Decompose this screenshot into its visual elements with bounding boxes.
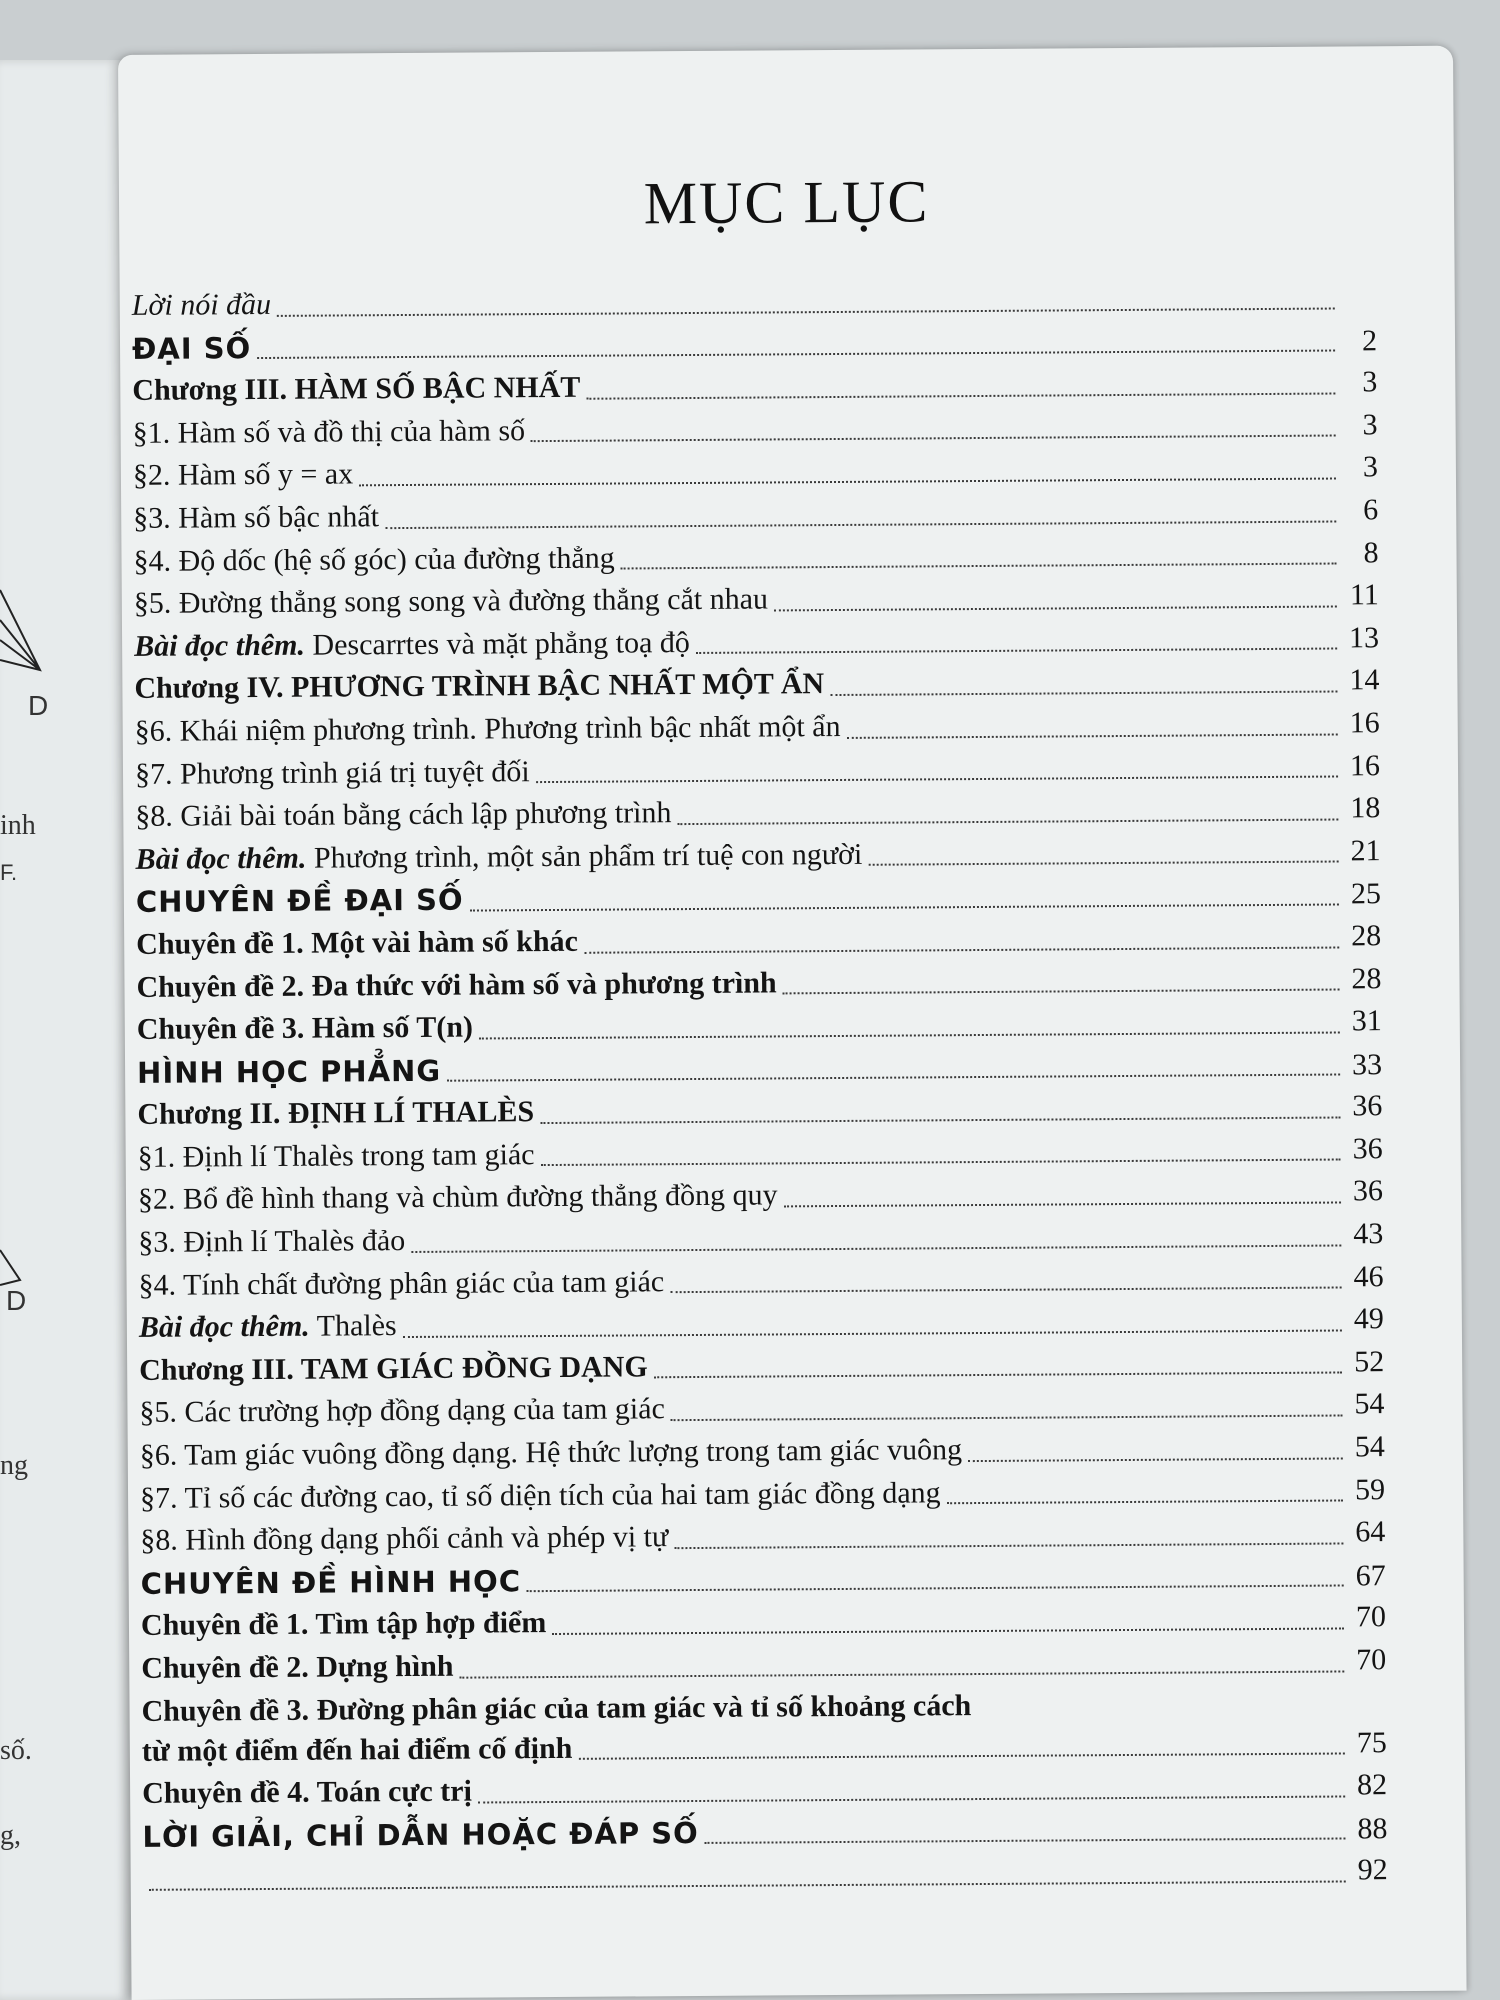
dot-leader: [527, 1585, 1344, 1593]
toc-entry-emphasis: Bài đọc thêm.: [138, 1309, 310, 1345]
toc-page-number: 8: [1363, 535, 1379, 569]
toc-page-number: 88: [1357, 1811, 1388, 1846]
dot-leader: [385, 520, 1336, 529]
left-triangle-figure-top: [0, 580, 60, 700]
toc-entry-emphasis: Bài đọc thêm.: [134, 628, 306, 663]
toc-page-number: 36: [1352, 1089, 1383, 1123]
toc-page-number: 52: [1354, 1345, 1385, 1379]
toc-page-number: 11: [1349, 578, 1379, 612]
toc-entry-label: ĐẠI SỐ: [131, 330, 252, 366]
dot-leader: [654, 1372, 1342, 1379]
toc-entry-label: Bài đọc thêm. Descarrtes và mặt phẳng toạ độ: [134, 625, 690, 663]
dot-leader: [584, 946, 1339, 953]
toc-page-number: 3: [1362, 365, 1378, 399]
toc-entry-emphasis: Bài đọc thêm.: [135, 841, 307, 876]
dot-leader: [705, 1838, 1346, 1844]
toc-entry-label: §8. Giải bài toán bằng cách lập phương trình: [135, 796, 672, 834]
dot-leader: [784, 1202, 1341, 1208]
toc-page-number: 36: [1352, 1132, 1383, 1166]
table-of-contents: [132, 276, 1388, 1901]
toc-entry-label: Chương III. HÀM SỐ BẬC NHẤT: [132, 370, 581, 408]
toc-page-number: 36: [1352, 1174, 1384, 1208]
toc-page-number: 33: [1351, 1047, 1383, 1082]
toc-page-number: 54: [1354, 1387, 1385, 1421]
toc-entry-label: §3. Định lí Thalès đảo: [138, 1224, 406, 1259]
toc-page-number: 28: [1351, 961, 1382, 995]
toc-entry-label: Chuyên đề 4. Toán cực trị: [142, 1774, 472, 1811]
toc-entry: [143, 1850, 1388, 1901]
toc-entry-label: Bài đọc thêm. Thalès: [138, 1309, 397, 1345]
toc-page-number: 75: [1356, 1725, 1387, 1759]
toc-entry-label: §4. Tính chất đường phân giác của tam giác: [138, 1264, 665, 1302]
page-title: MỤC LỤC: [643, 168, 930, 237]
dot-leader: [277, 307, 1335, 316]
dot-leader: [479, 1031, 1340, 1039]
toc-page-number: 13: [1348, 620, 1380, 655]
toc-entry-label: Chuyên đề 3. Đường phân giác của tam giác và tỉ số khoảng cách: [141, 1688, 972, 1728]
toc-entry-label: CHUYÊN ĐỀ HÌNH HỌC: [140, 1564, 522, 1601]
toc-entry-label: §3. Hàm số bậc nhất: [133, 500, 380, 535]
toc-entry-label: [132, 284, 272, 327]
toc-entry-label: §1. Định lí Thalès trong tam giác: [137, 1137, 535, 1174]
toc-entry-label: từ một điểm đến hai điểm cố định: [141, 1731, 573, 1768]
dot-leader: [578, 1753, 1344, 1760]
dot-leader: [670, 1287, 1341, 1294]
toc-page-number: 14: [1349, 663, 1380, 697]
left-fragment: số.: [0, 1735, 32, 1766]
dot-leader: [868, 861, 1338, 866]
toc-page-number: 70: [1356, 1643, 1387, 1677]
dot-leader: [531, 435, 1336, 443]
dot-leader: [586, 392, 1335, 399]
toc-page-number: 64: [1355, 1515, 1386, 1549]
toc-page-number: 21: [1350, 833, 1381, 868]
toc-page-number: 82: [1356, 1768, 1388, 1802]
toc-page-number: 67: [1355, 1559, 1386, 1593]
toc-entry-emphasis: Lời nói đầu: [131, 287, 272, 322]
dot-leader: [847, 733, 1338, 738]
dot-leader: [774, 605, 1337, 611]
toc-entry-label: Chương IV. PHƯƠNG TRÌNH BẬC NHẤT MỘT ẨN: [134, 667, 825, 706]
toc-page-number: 43: [1353, 1217, 1384, 1251]
toc-entry-label: Chương III. TAM GIÁC ĐỒNG DẠNG: [139, 1350, 648, 1387]
toc-entry-label: §5. Các trường hợp đồng dạng của tam giác: [139, 1392, 665, 1430]
toc-page-number: 25: [1350, 877, 1382, 911]
toc-entry-label: HÌNH HỌC PHẲNG: [136, 1053, 442, 1090]
toc-page-number: 3: [1362, 450, 1379, 484]
left-fragment: inh: [0, 810, 36, 841]
toc-page-number: 54: [1354, 1430, 1385, 1464]
toc-entry-label: Chuyên đề 1. Một vài hàm số khác: [136, 924, 579, 961]
toc-page-number: 31: [1351, 1004, 1382, 1038]
dot-leader: [149, 1880, 1346, 1890]
toc-entry-label: §6. Tam giác vuông đồng dạng. Hệ thức lượng trong tam giác vuông: [139, 1433, 963, 1472]
toc-entry-label: Chuyên đề 1. Tìm tập hợp điểm: [140, 1606, 547, 1643]
toc-entry-label: §6. Khái niệm phương trình. Phương trình bậc nhất một ẩn: [134, 709, 841, 748]
dot-leader: [536, 776, 1338, 784]
left-fragment: D: [6, 1285, 27, 1316]
toc-page-number: 59: [1354, 1472, 1386, 1507]
toc-page-number: 16: [1349, 706, 1380, 740]
toc-entry-label: §7. Phương trình giá trị tuyệt đối: [134, 754, 530, 791]
book-page: [118, 46, 1467, 2000]
left-page: [0, 60, 130, 2000]
toc-entry-label: CHUYÊN ĐỀ ĐẠI SỐ: [135, 882, 464, 920]
toc-entry-label: Chuyên đề 2. Đa thức với hàm số và phương trình: [136, 965, 777, 1004]
toc-entry-label: §1. Hàm số và đồ thị của hàm số: [132, 413, 526, 450]
dot-leader: [540, 1116, 1340, 1124]
dot-leader: [678, 818, 1339, 825]
toc-entry-label: LỜI GIẢI, CHỈ DẪN HOẶC ĐÁP SỐ: [142, 1815, 699, 1854]
toc-page-number: 3: [1362, 407, 1378, 442]
dot-leader: [968, 1457, 1343, 1462]
toc-page-number: 28: [1351, 919, 1382, 953]
toc-page-number: 16: [1349, 748, 1381, 782]
dot-leader: [674, 1542, 1343, 1549]
dot-leader: [552, 1627, 1344, 1635]
dot-leader: [783, 989, 1340, 995]
left-fragment: F.: [0, 860, 18, 885]
toc-entry-label: §8. Hình đồng dạng phối cảnh và phép vị tự: [140, 1520, 669, 1558]
dot-leader: [257, 350, 1335, 360]
toc-entry-label: Bài đọc thêm. Phương trình, một sản phẩm trí tuệ con người: [135, 837, 863, 876]
dot-leader: [947, 1500, 1343, 1505]
toc-page-number: 92: [1357, 1853, 1388, 1887]
dot-leader: [621, 563, 1337, 570]
dot-leader: [447, 1074, 1340, 1082]
toc-page-number: 18: [1350, 791, 1381, 825]
dot-leader: [460, 1670, 1345, 1678]
toc-page-number: 6: [1363, 493, 1379, 527]
left-fragment: ng: [0, 1450, 28, 1481]
toc-page-number: 2: [1361, 323, 1378, 357]
dot-leader: [671, 1415, 1343, 1422]
dot-leader: [541, 1159, 1341, 1167]
dot-leader: [470, 903, 1339, 911]
dot-leader: [478, 1795, 1345, 1803]
toc-page-number: 46: [1353, 1259, 1384, 1294]
dot-leader: [411, 1244, 1341, 1252]
left-fragment: g,: [0, 1820, 21, 1851]
toc-entry-label: §2. Hàm số y = ax: [132, 457, 354, 493]
dot-leader: [359, 477, 1336, 486]
toc-page-number: 70: [1355, 1600, 1387, 1634]
dot-leader: [830, 690, 1337, 696]
toc-entry-label: §7. Tỉ số các đường cao, tỉ số diện tích của hai tam giác đồng dạng: [139, 1475, 941, 1515]
toc-entry-label: Chuyên đề 3. Hàm số T(n): [136, 1010, 474, 1046]
toc-entry-label: §2. Bổ đề hình thang và chùm đường thẳng đồng quy: [137, 1178, 778, 1217]
dot-leader: [696, 648, 1337, 654]
toc-entry-label: Chuyên đề 2. Dựng hình: [141, 1649, 454, 1685]
toc-entry-label: Chương II. ĐỊNH LÍ THALÈS: [137, 1095, 535, 1132]
toc-page-number: 49: [1353, 1302, 1384, 1336]
toc-entry-label: §5. Đường thẳng song song và đường thẳng cắt nhau: [133, 582, 769, 621]
toc-entry-label: §4. Độ dốc (hệ số góc) của đường thẳng: [133, 541, 615, 578]
left-fragment: D: [28, 690, 49, 721]
dot-leader: [403, 1329, 1342, 1338]
